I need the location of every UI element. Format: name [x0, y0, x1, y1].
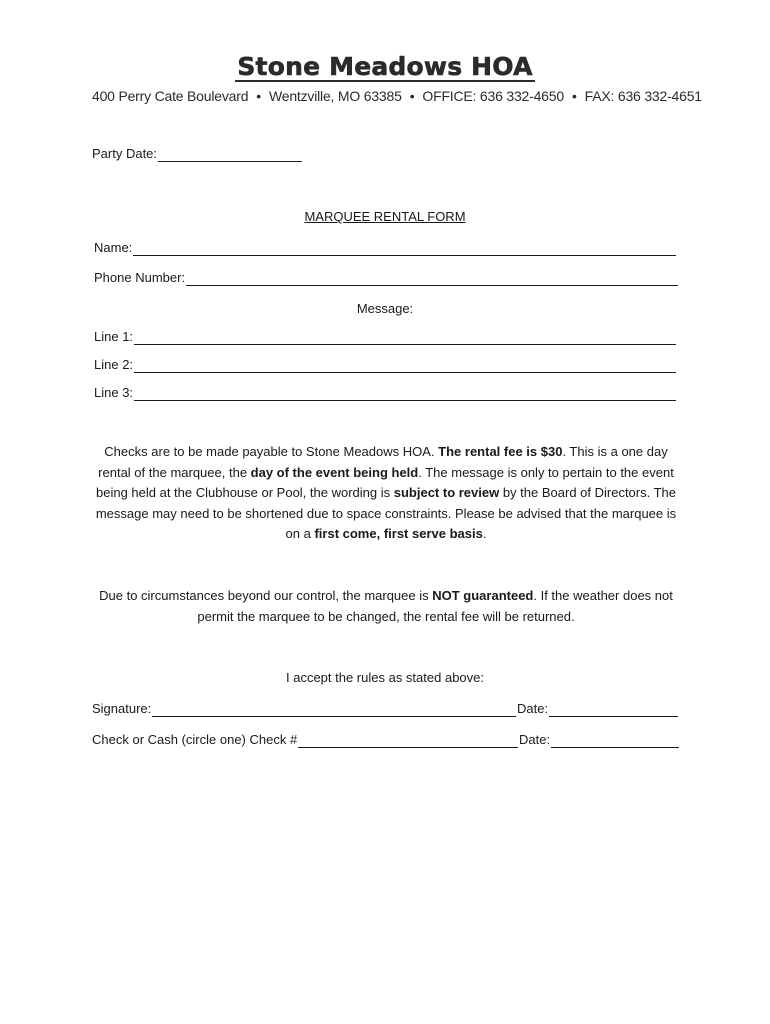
event-day-emphasis: day of the event being held [250, 464, 419, 480]
signature-label: Signature: [92, 701, 152, 716]
phone-field[interactable] [94, 270, 678, 286]
rental-fee-emphasis: The rental fee is $30 [438, 444, 563, 459]
line-2-label: Line 2: [94, 357, 134, 372]
line-2-input-line[interactable] [134, 359, 676, 373]
bullet-separator: • [571, 88, 577, 104]
party-date-input-line[interactable] [158, 148, 302, 162]
org-title [0, 52, 770, 82]
not-guaranteed-emphasis: NOT guaranteed [432, 588, 534, 603]
line-3-input-line[interactable] [134, 387, 676, 401]
signature-date-label: Date: [517, 701, 549, 716]
party-date-field[interactable] [92, 146, 302, 162]
rental-terms-paragraph: Checks are to be made payable to Stone Meadows HOA. The rental fee is $30. This is a one day rental of the marquee, the day of the event being held. The message is only to pertain to the event being held at the Clubhouse or Pool, the wording is subject to review by the Board of Directors. The message may need to be shortened due to space constraints. Please be advised that the marquee is on a first come, first serve basis. [95, 444, 677, 541]
org-city: Wentzville, MO 63385 [269, 88, 402, 104]
acceptance-statement: I accept the rules as stated above: [285, 670, 484, 685]
phone-input-line[interactable] [186, 272, 678, 286]
bullet-separator: • [256, 88, 261, 104]
name-input-line[interactable] [133, 242, 676, 256]
signature-input-line[interactable] [152, 703, 516, 717]
payment-field[interactable] [92, 732, 518, 748]
org-contact-line [92, 88, 702, 104]
payment-date-input-line[interactable] [551, 734, 679, 748]
review-emphasis: subject to review [393, 485, 500, 500]
bullet-separator: • [409, 88, 415, 104]
message-line-2-field[interactable] [94, 357, 676, 373]
message-line-1-field[interactable] [94, 329, 676, 345]
message-line-3-field[interactable] [94, 385, 676, 401]
signature-date-field[interactable] [517, 701, 678, 717]
signature-date-input-line[interactable] [549, 703, 678, 717]
signature-field[interactable] [92, 701, 516, 717]
line-3-label: Line 3: [94, 385, 134, 400]
check-number-input-line[interactable] [298, 734, 518, 748]
name-field[interactable] [94, 240, 676, 256]
party-date-label: Party Date: [92, 146, 158, 161]
payment-label: Check or Cash (circle one) Check # [92, 732, 298, 747]
form-title: MARQUEE RENTAL FORM [304, 209, 466, 224]
org-office-phone: OFFICE: 636 332-4650 [422, 88, 564, 104]
first-come-emphasis: first come, first serve basis [314, 526, 483, 541]
org-fax: FAX: 636 332-4651 [584, 88, 702, 104]
line-1-label: Line 1: [94, 329, 134, 344]
org-street: 400 Perry Cate Boulevard [92, 88, 249, 104]
org-name: Stone Meadows HOA [237, 52, 533, 81]
message-heading: Message: [356, 301, 414, 316]
guarantee-paragraph: Due to circumstances beyond our control, the marquee is NOT guaranteed. If the weather does not permit the marquee to be changed, the rental fee will be returned. [99, 588, 673, 624]
payment-date-field[interactable] [519, 732, 679, 748]
line-1-input-line[interactable] [134, 331, 676, 345]
payment-date-label: Date: [519, 732, 551, 747]
name-label: Name: [94, 240, 133, 255]
phone-label: Phone Number: [94, 270, 186, 285]
